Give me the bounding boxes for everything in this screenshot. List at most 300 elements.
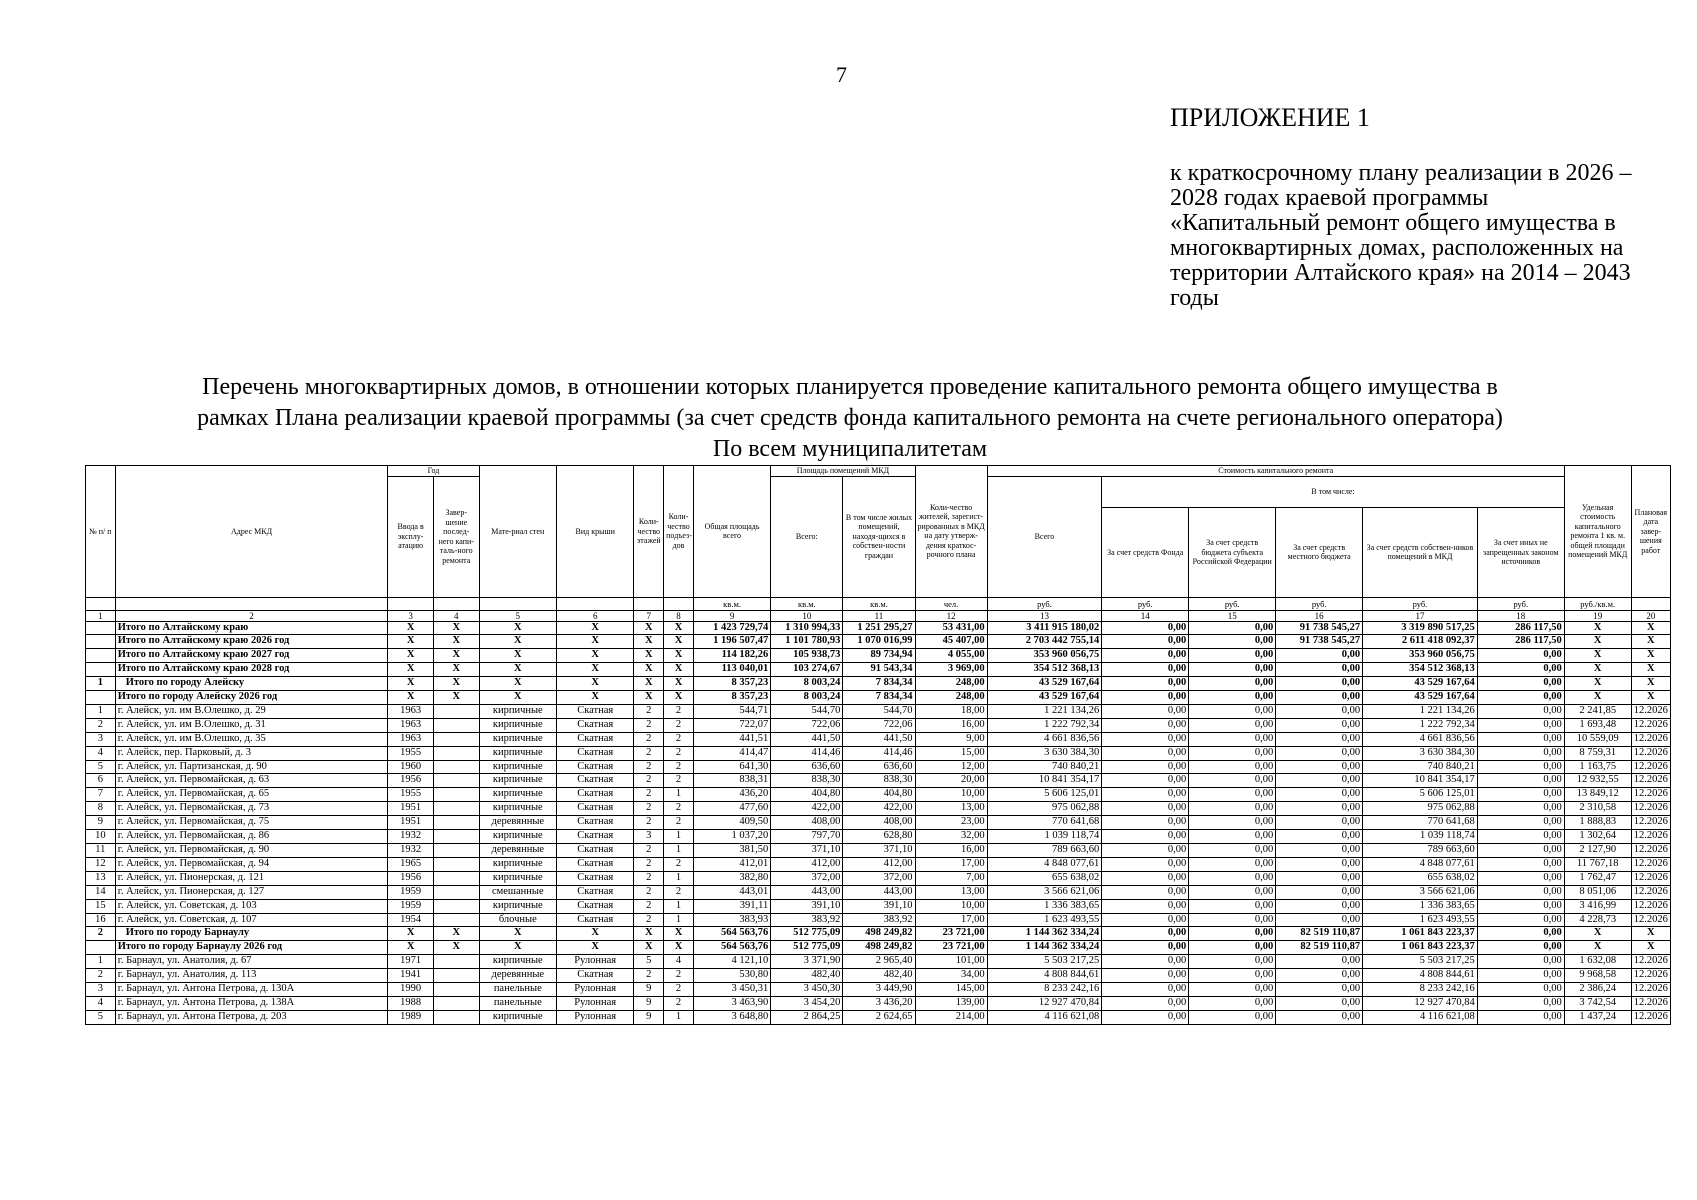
- row-cost-subject: 0,00: [1189, 913, 1276, 927]
- row-residents: 23,00: [915, 816, 987, 830]
- table-row: [86, 844, 1671, 858]
- row-cost-local: 0,00: [1276, 774, 1363, 788]
- row-year-in: 1990: [388, 983, 434, 997]
- row-floors: X: [634, 691, 664, 705]
- row-number: 4: [86, 746, 116, 760]
- row-cost-fund: 0,00: [1102, 830, 1189, 844]
- row-roof: Рулонная: [557, 996, 634, 1010]
- column-number: 15: [1189, 610, 1276, 621]
- row-area-residential: 91 543,34: [843, 663, 915, 677]
- row-floors: 2: [634, 746, 664, 760]
- row-total-area: 3 450,31: [693, 983, 770, 997]
- row-cost-total: 4 116 621,08: [987, 1010, 1102, 1024]
- row-residents: 4 055,00: [915, 649, 987, 663]
- row-floors: X: [634, 941, 664, 955]
- row-year-in: X: [388, 941, 434, 955]
- row-cost-subject: 0,00: [1189, 649, 1276, 663]
- row-cost-fund: 0,00: [1102, 913, 1189, 927]
- row-material: кирпичные: [479, 732, 556, 746]
- row-floors: 9: [634, 983, 664, 997]
- row-year-in: X: [388, 635, 434, 649]
- row-cost-subject: 0,00: [1189, 899, 1276, 913]
- row-cost-subject: 0,00: [1189, 635, 1276, 649]
- row-year-last: [433, 844, 479, 858]
- row-entrances: 2: [664, 774, 694, 788]
- row-area-all: 3 454,20: [771, 996, 843, 1010]
- row-address: г. Алейск, пер. Парковый, д. 3: [115, 746, 388, 760]
- row-area-all: 512 775,09: [771, 941, 843, 955]
- row-cost-other: 0,00: [1477, 899, 1564, 913]
- row-number: 12: [86, 857, 116, 871]
- row-cost-other: 0,00: [1477, 969, 1564, 983]
- row-cost-other: 286 117,50: [1477, 621, 1564, 635]
- row-address: Итого по Алтайскому краю 2028 год: [115, 663, 388, 677]
- row-area-residential: 371,10: [843, 844, 915, 858]
- row-floors: 2: [634, 844, 664, 858]
- row-cost-fund: 0,00: [1102, 844, 1189, 858]
- row-address: г. Алейск, ул. Первомайская, д. 94: [115, 857, 388, 871]
- row-roof: Скатная: [557, 774, 634, 788]
- unit-cell: руб.: [1363, 597, 1478, 610]
- row-specific-cost: 1 888,83: [1564, 816, 1631, 830]
- table-row: [86, 746, 1671, 760]
- row-year-in: 1956: [388, 871, 434, 885]
- row-material: кирпичные: [479, 899, 556, 913]
- row-cost-other: 0,00: [1477, 746, 1564, 760]
- row-year-in: 1960: [388, 760, 434, 774]
- row-entrances: 2: [664, 746, 694, 760]
- table-row: [86, 802, 1671, 816]
- row-cost-total: 1 144 362 334,24: [987, 927, 1102, 941]
- row-cost-other: 0,00: [1477, 802, 1564, 816]
- row-address: Итого по городу Алейску: [115, 677, 388, 691]
- row-specific-cost: 8 051,06: [1564, 885, 1631, 899]
- row-year-last: [433, 913, 479, 927]
- row-cost-local: 91 738 545,27: [1276, 621, 1363, 635]
- row-entrances: 2: [664, 802, 694, 816]
- row-specific-cost: 3 742,54: [1564, 996, 1631, 1010]
- row-year-last: [433, 1010, 479, 1024]
- row-cost-other: 0,00: [1477, 913, 1564, 927]
- row-area-residential: 391,10: [843, 899, 915, 913]
- header-residents: Коли-чество жителей, зарегист-рированных в МКД на дату утверж-дения краткос-рочного плана: [915, 466, 987, 598]
- row-year-last: X: [433, 663, 479, 677]
- table-row: [86, 732, 1671, 746]
- row-roof: Скатная: [557, 816, 634, 830]
- row-cost-fund: 0,00: [1102, 885, 1189, 899]
- row-address: г. Барнаул, ул. Антона Петрова, д. 203: [115, 1010, 388, 1024]
- row-number: 1: [86, 677, 116, 691]
- row-number: 4: [86, 996, 116, 1010]
- row-cost-total: 740 840,21: [987, 760, 1102, 774]
- row-total-area: 838,31: [693, 774, 770, 788]
- row-roof: Скатная: [557, 871, 634, 885]
- row-planned-date: 12.2026: [1631, 788, 1670, 802]
- row-year-last: [433, 969, 479, 983]
- row-address: г. Алейск, ул. Партизанская, д. 90: [115, 760, 388, 774]
- row-cost-subject: 0,00: [1189, 691, 1276, 705]
- row-area-residential: 628,80: [843, 830, 915, 844]
- row-cost-local: 0,00: [1276, 955, 1363, 969]
- header-area-group: Площадь помещений МКД: [771, 466, 915, 477]
- header-entrances: Коли-чество подъез-дов: [664, 466, 694, 598]
- row-cost-total: 3 566 621,06: [987, 885, 1102, 899]
- row-entrances: 2: [664, 718, 694, 732]
- row-planned-date: 12.2026: [1631, 885, 1670, 899]
- row-cost-fund: 0,00: [1102, 691, 1189, 705]
- row-total-area: 436,20: [693, 788, 770, 802]
- row-residents: 248,00: [915, 691, 987, 705]
- header-address: Адрес МКД: [115, 466, 388, 598]
- row-cost-subject: 0,00: [1189, 983, 1276, 997]
- row-address: г. Алейск, ул. Первомайская, д. 73: [115, 802, 388, 816]
- row-cost-fund: 0,00: [1102, 635, 1189, 649]
- row-total-area: 1 196 507,47: [693, 635, 770, 649]
- row-cost-local: 82 519 110,87: [1276, 941, 1363, 955]
- row-cost-fund: 0,00: [1102, 677, 1189, 691]
- row-residents: 23 721,00: [915, 941, 987, 955]
- row-total-area: 114 182,26: [693, 649, 770, 663]
- row-cost-local: 0,00: [1276, 899, 1363, 913]
- table-row: [86, 913, 1671, 927]
- row-material: кирпичные: [479, 1010, 556, 1024]
- row-floors: 2: [634, 871, 664, 885]
- row-number: 1: [86, 955, 116, 969]
- header-year-last: Завер-шение послед-него капи-таль-ного ремонта: [433, 476, 479, 597]
- row-residents: 34,00: [915, 969, 987, 983]
- row-year-last: [433, 802, 479, 816]
- row-area-residential: 544,70: [843, 704, 915, 718]
- row-cost-other: 0,00: [1477, 816, 1564, 830]
- header-material: Мате-риал стен: [479, 466, 556, 598]
- row-number: 2: [86, 718, 116, 732]
- row-cost-subject: 0,00: [1189, 941, 1276, 955]
- row-cost-fund: 0,00: [1102, 983, 1189, 997]
- row-number: 2: [86, 927, 116, 941]
- row-planned-date: 12.2026: [1631, 996, 1670, 1010]
- appendix-block: [1170, 103, 1640, 311]
- row-cost-owners: 789 663,60: [1363, 844, 1478, 858]
- row-roof: X: [557, 677, 634, 691]
- row-specific-cost: 1 693,48: [1564, 718, 1631, 732]
- column-number: 14: [1102, 610, 1189, 621]
- column-number: 19: [1564, 610, 1631, 621]
- row-roof: Скатная: [557, 760, 634, 774]
- row-cost-other: 0,00: [1477, 927, 1564, 941]
- header-cost-total: Всего: [987, 476, 1102, 597]
- row-entrances: 2: [664, 704, 694, 718]
- row-floors: 2: [634, 816, 664, 830]
- row-specific-cost: 1 163,75: [1564, 760, 1631, 774]
- row-floors: 2: [634, 802, 664, 816]
- row-cost-subject: 0,00: [1189, 774, 1276, 788]
- row-floors: 2: [634, 760, 664, 774]
- row-address: Итого по Алтайскому краю 2027 год: [115, 649, 388, 663]
- row-year-in: X: [388, 677, 434, 691]
- row-area-residential: 7 834,34: [843, 677, 915, 691]
- row-area-residential: 422,00: [843, 802, 915, 816]
- row-residents: 10,00: [915, 788, 987, 802]
- row-year-last: [433, 788, 479, 802]
- row-planned-date: 12.2026: [1631, 1010, 1670, 1024]
- row-entrances: 2: [664, 732, 694, 746]
- row-cost-local: 0,00: [1276, 885, 1363, 899]
- row-cost-owners: 1 061 843 223,37: [1363, 941, 1478, 955]
- header-year-in: Ввода в эксплу-атацию: [388, 476, 434, 597]
- row-address: г. Алейск, ул. им В.Олешко, д. 29: [115, 704, 388, 718]
- row-cost-local: 0,00: [1276, 857, 1363, 871]
- row-cost-subject: 0,00: [1189, 871, 1276, 885]
- row-year-in: 1959: [388, 899, 434, 913]
- row-area-all: 3 371,90: [771, 955, 843, 969]
- row-entrances: 2: [664, 816, 694, 830]
- row-cost-owners: 3 566 621,06: [1363, 885, 1478, 899]
- row-roof: Рулонная: [557, 955, 634, 969]
- row-year-in: 1959: [388, 885, 434, 899]
- row-year-in: 1941: [388, 969, 434, 983]
- row-area-all: 105 938,73: [771, 649, 843, 663]
- row-total-area: 3 648,80: [693, 1010, 770, 1024]
- row-roof: Скатная: [557, 830, 634, 844]
- row-cost-subject: 0,00: [1189, 621, 1276, 635]
- row-cost-local: 0,00: [1276, 760, 1363, 774]
- row-area-residential: 383,92: [843, 913, 915, 927]
- row-area-all: 103 274,67: [771, 663, 843, 677]
- row-cost-local: 0,00: [1276, 704, 1363, 718]
- row-cost-other: 0,00: [1477, 941, 1564, 955]
- header-area-residential: В том числе жилых помещений, находя-щихся в собствен-ности граждан: [843, 476, 915, 597]
- row-cost-total: 2 703 442 755,14: [987, 635, 1102, 649]
- row-cost-fund: 0,00: [1102, 996, 1189, 1010]
- row-material: X: [479, 691, 556, 705]
- row-cost-subject: 0,00: [1189, 830, 1276, 844]
- row-address: Итого по городу Алейску 2026 год: [115, 691, 388, 705]
- row-total-area: 441,51: [693, 732, 770, 746]
- row-floors: 2: [634, 913, 664, 927]
- row-address: г. Алейск, ул. Первомайская, д. 65: [115, 788, 388, 802]
- row-specific-cost: 1 762,47: [1564, 871, 1631, 885]
- row-area-all: 722,06: [771, 718, 843, 732]
- header-including: В том числе:: [1102, 476, 1565, 508]
- row-cost-total: 8 233 242,16: [987, 983, 1102, 997]
- row-total-area: 409,50: [693, 816, 770, 830]
- row-cost-total: 655 638,02: [987, 871, 1102, 885]
- unit-cell: кв.м.: [693, 597, 770, 610]
- row-floors: 2: [634, 857, 664, 871]
- appendix-title: ПРИЛОЖЕНИЕ 1: [1170, 103, 1370, 132]
- row-specific-cost: X: [1564, 927, 1631, 941]
- row-cost-fund: 0,00: [1102, 621, 1189, 635]
- row-cost-other: 0,00: [1477, 774, 1564, 788]
- row-specific-cost: 11 767,18: [1564, 857, 1631, 871]
- row-entrances: X: [664, 691, 694, 705]
- row-cost-total: 4 661 836,56: [987, 732, 1102, 746]
- row-residents: 45 407,00: [915, 635, 987, 649]
- summary-row: [86, 663, 1671, 677]
- row-number: 7: [86, 788, 116, 802]
- table-row: [86, 871, 1671, 885]
- row-floors: X: [634, 649, 664, 663]
- column-numbers-row: [86, 610, 1671, 621]
- appendix-text: к краткосрочному плану реализации в 2026 – 2028 годах краевой программы «Капитальный ремонт общего имущества в многоквартирных домах, расположенных на территории Алтайского края» на 2014 – 2043 годы: [1170, 160, 1632, 311]
- table-body: [86, 621, 1671, 1024]
- row-entrances: 1: [664, 913, 694, 927]
- header-other-sources: За счет иных не запрещенных законом источников: [1477, 508, 1564, 597]
- row-material: деревянные: [479, 816, 556, 830]
- row-cost-fund: 0,00: [1102, 802, 1189, 816]
- row-area-residential: 3 449,90: [843, 983, 915, 997]
- row-year-in: 1932: [388, 844, 434, 858]
- header-planned-date: Плановая дата завер-шения работ: [1631, 466, 1670, 598]
- row-total-area: 564 563,76: [693, 941, 770, 955]
- row-planned-date: 12.2026: [1631, 816, 1670, 830]
- row-floors: X: [634, 621, 664, 635]
- row-cost-local: 0,00: [1276, 732, 1363, 746]
- row-material: кирпичные: [479, 955, 556, 969]
- row-cost-fund: 0,00: [1102, 899, 1189, 913]
- row-area-all: 441,50: [771, 732, 843, 746]
- row-cost-fund: 0,00: [1102, 649, 1189, 663]
- row-roof: X: [557, 649, 634, 663]
- row-floors: 9: [634, 1010, 664, 1024]
- row-material: X: [479, 941, 556, 955]
- row-cost-local: 0,00: [1276, 718, 1363, 732]
- row-number: 13: [86, 871, 116, 885]
- row-cost-local: 0,00: [1276, 913, 1363, 927]
- row-total-area: 8 357,23: [693, 691, 770, 705]
- row-material: кирпичные: [479, 746, 556, 760]
- column-number: 20: [1631, 610, 1670, 621]
- row-residents: 214,00: [915, 1010, 987, 1024]
- row-floors: 2: [634, 718, 664, 732]
- row-entrances: 2: [664, 996, 694, 1010]
- row-roof: X: [557, 635, 634, 649]
- unit-cell: руб.: [1276, 597, 1363, 610]
- row-area-residential: 7 834,34: [843, 691, 915, 705]
- row-material: деревянные: [479, 844, 556, 858]
- table-row: [86, 1010, 1671, 1024]
- row-specific-cost: 1 632,08: [1564, 955, 1631, 969]
- column-number: 10: [771, 610, 843, 621]
- row-address: г. Алейск, ул. Первомайская, д. 63: [115, 774, 388, 788]
- row-number: 15: [86, 899, 116, 913]
- row-cost-local: 0,00: [1276, 816, 1363, 830]
- row-total-area: 113 040,01: [693, 663, 770, 677]
- row-address: г. Алейск, ул. Советская, д. 107: [115, 913, 388, 927]
- row-specific-cost: 12 932,55: [1564, 774, 1631, 788]
- row-residents: 13,00: [915, 802, 987, 816]
- row-roof: Скатная: [557, 969, 634, 983]
- row-planned-date: 12.2026: [1631, 760, 1670, 774]
- row-area-residential: 2 624,65: [843, 1010, 915, 1024]
- header-area-all: Всего:: [771, 476, 843, 597]
- summary-row: [86, 621, 1671, 635]
- row-cost-other: 0,00: [1477, 885, 1564, 899]
- row-specific-cost: X: [1564, 677, 1631, 691]
- row-total-area: 8 357,23: [693, 677, 770, 691]
- row-specific-cost: 2 241,85: [1564, 704, 1631, 718]
- row-entrances: 2: [664, 857, 694, 871]
- row-material: X: [479, 649, 556, 663]
- table-row: [86, 830, 1671, 844]
- row-area-all: 838,30: [771, 774, 843, 788]
- row-area-residential: 89 734,94: [843, 649, 915, 663]
- row-year-in: 1989: [388, 1010, 434, 1024]
- row-cost-subject: 0,00: [1189, 802, 1276, 816]
- table-row: [86, 969, 1671, 983]
- row-cost-owners: 2 611 418 092,37: [1363, 635, 1478, 649]
- row-residents: 101,00: [915, 955, 987, 969]
- row-material: кирпичные: [479, 871, 556, 885]
- row-roof: Рулонная: [557, 983, 634, 997]
- row-material: панельные: [479, 983, 556, 997]
- row-roof: X: [557, 621, 634, 635]
- row-area-all: 412,00: [771, 857, 843, 871]
- row-residents: 139,00: [915, 996, 987, 1010]
- row-roof: Скатная: [557, 788, 634, 802]
- row-address: г. Барнаул, ул. Антона Петрова, д. 130А: [115, 983, 388, 997]
- row-planned-date: 12.2026: [1631, 746, 1670, 760]
- row-planned-date: 12.2026: [1631, 802, 1670, 816]
- row-total-area: 443,01: [693, 885, 770, 899]
- header-year: Год: [388, 466, 479, 477]
- row-cost-owners: 975 062,88: [1363, 802, 1478, 816]
- row-year-last: [433, 760, 479, 774]
- row-cost-total: 770 641,68: [987, 816, 1102, 830]
- row-year-in: 1963: [388, 718, 434, 732]
- row-roof: Скатная: [557, 844, 634, 858]
- row-cost-total: 353 960 056,75: [987, 649, 1102, 663]
- row-number: [86, 663, 116, 677]
- row-area-residential: 482,40: [843, 969, 915, 983]
- column-number: 9: [693, 610, 770, 621]
- row-roof: Скатная: [557, 746, 634, 760]
- table-row: [86, 955, 1671, 969]
- row-year-last: X: [433, 621, 479, 635]
- unit-cell: чел.: [915, 597, 987, 610]
- row-number: 2: [86, 969, 116, 983]
- row-cost-owners: 4 848 077,61: [1363, 857, 1478, 871]
- row-area-all: 404,80: [771, 788, 843, 802]
- summary-row: [86, 941, 1671, 955]
- row-area-all: 797,70: [771, 830, 843, 844]
- row-address: г. Алейск, ул. Первомайская, д. 75: [115, 816, 388, 830]
- row-cost-other: 0,00: [1477, 732, 1564, 746]
- row-cost-local: 0,00: [1276, 649, 1363, 663]
- unit-cell: руб.: [1102, 597, 1189, 610]
- row-cost-total: 789 663,60: [987, 844, 1102, 858]
- row-material: кирпичные: [479, 802, 556, 816]
- row-cost-subject: 0,00: [1189, 718, 1276, 732]
- row-total-area: 564 563,76: [693, 927, 770, 941]
- row-number: 9: [86, 816, 116, 830]
- summary-row: [86, 691, 1671, 705]
- row-area-residential: 498 249,82: [843, 941, 915, 955]
- row-area-all: 1 310 994,33: [771, 621, 843, 635]
- row-cost-other: 0,00: [1477, 857, 1564, 871]
- row-cost-subject: 0,00: [1189, 816, 1276, 830]
- row-cost-local: 0,00: [1276, 871, 1363, 885]
- row-cost-fund: 0,00: [1102, 816, 1189, 830]
- row-roof: X: [557, 663, 634, 677]
- row-year-in: X: [388, 691, 434, 705]
- row-cost-other: 0,00: [1477, 718, 1564, 732]
- row-cost-fund: 0,00: [1102, 871, 1189, 885]
- row-cost-total: 10 841 354,17: [987, 774, 1102, 788]
- row-entrances: X: [664, 621, 694, 635]
- row-cost-total: 3 411 915 180,02: [987, 621, 1102, 635]
- row-cost-subject: 0,00: [1189, 927, 1276, 941]
